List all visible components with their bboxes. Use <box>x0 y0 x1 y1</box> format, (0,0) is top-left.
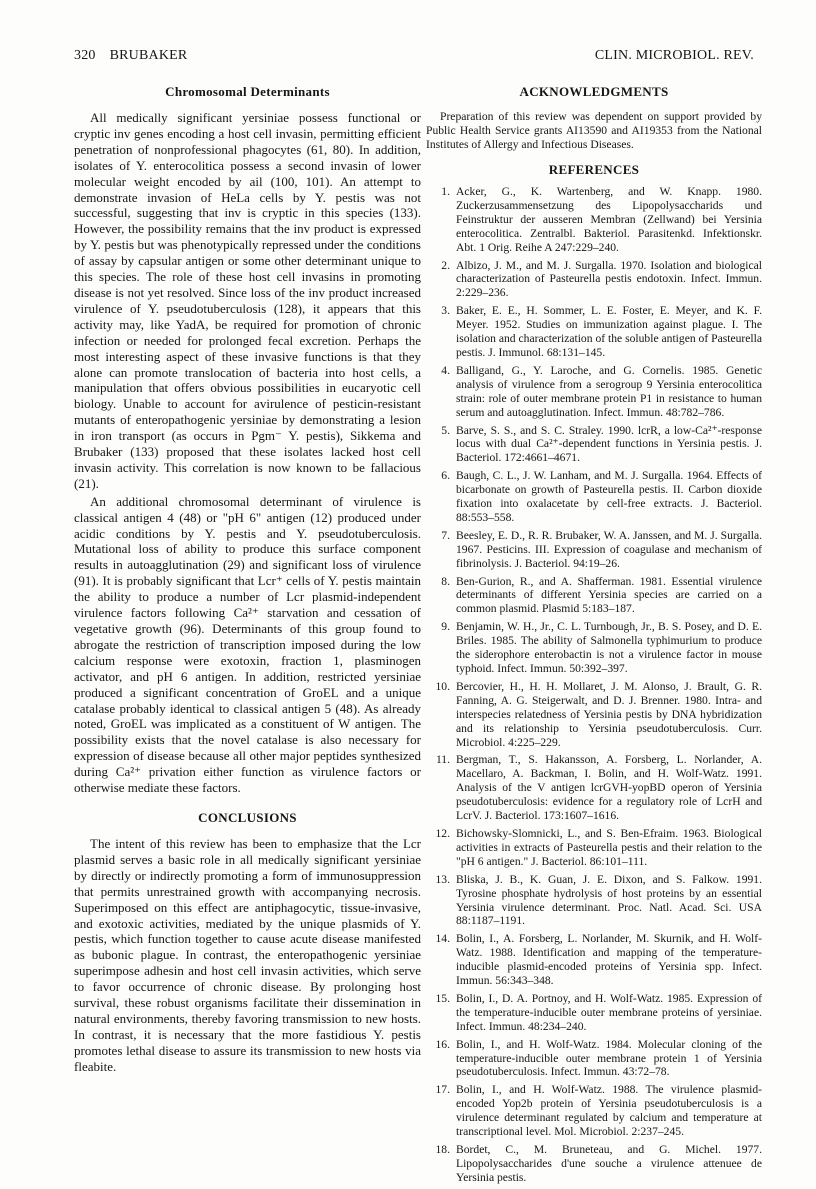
reference-text: Bergman, T., S. Hakansson, A. Forsberg, L. Norlander, A. Macellaro, A. Backman, I. Bolin, and H. Wolf-Watz. 1991. Analysis of the V antigen lcrGVH-yopBD operon of Yersinia pseudotuberculosis: evidence for a regulatory role of LcrH and LcrV. J. Bacteriol. 173:1607–1616. <box>456 753 762 823</box>
reference-item <box>426 753 762 823</box>
reference-item <box>426 469 762 525</box>
reference-text: Acker, G., K. Wartenberg, and W. Knapp. 1980. Zuckerzusammensetzung des Lipopolysaccharids und Feinstruktur der ausseren Membran (Zellwand) bei Yersinia enterocolitica. Zentralbl. Bakteriol. Parasitenkd. Infektionskr. Abt. 1 Orig. Reihe A 247:229–240. <box>456 185 762 254</box>
reference-item <box>426 680 762 750</box>
reference-number: 9. <box>441 620 450 634</box>
reference-item <box>426 1038 762 1080</box>
reference-item <box>426 827 762 869</box>
reference-number: 15. <box>435 991 450 1005</box>
reference-text: Barve, S. S., and S. C. Straley. 1990. lcrR, a low-Ca²⁺-response locus with dual Ca²⁺-dependent functions in Yersinia pestis. J. Bacteriol. 172:4661–4671. <box>456 423 762 465</box>
reference-number: 2. <box>441 258 450 272</box>
reference-item <box>426 1083 762 1139</box>
reference-number: 7. <box>441 528 450 542</box>
section-title-chromosomal: Chromosomal Determinants <box>165 84 330 99</box>
reference-item <box>426 1143 762 1185</box>
reference-text: Bolin, I., D. A. Portnoy, and H. Wolf-Watz. 1985. Expression of the temperature-inducible outer membrane proteins of yersiniae. Infect. Immun. 48:234–240. <box>456 991 762 1033</box>
reference-item <box>426 185 762 255</box>
reference-item <box>426 932 762 988</box>
reference-number: 8. <box>441 574 450 588</box>
reference-item <box>426 992 762 1034</box>
page-number: 320 <box>74 48 96 63</box>
reference-number: 11. <box>435 753 450 767</box>
reference-list <box>426 185 762 1185</box>
reference-number: 17. <box>435 1083 450 1097</box>
reference-item <box>426 304 762 360</box>
reference-item <box>426 873 762 929</box>
running-author: BRUBAKER <box>109 48 188 63</box>
reference-item <box>426 259 762 301</box>
reference-text: Baker, E. E., H. Sommer, L. E. Foster, E. Meyer, and K. F. Meyer. 1952. Studies on immunization against plague. I. The isolation and characterization of the soluble antigen of Pasteurella pestis. J. Immunol. 68:131–145. <box>456 304 762 359</box>
reference-text: Balligand, G., Y. Laroche, and G. Cornelis. 1985. Genetic analysis of virulence from a serogroup 9 Yersinia enterocolitica strain: role of outer membrane protein P1 in resistance to human serum and autoagglutination. Infect. Immun. 48:782–786. <box>456 363 762 419</box>
reference-number: 13. <box>435 872 450 886</box>
reference-number: 1. <box>441 185 450 198</box>
reference-text: Beesley, E. D., R. R. Brubaker, W. A. Janssen, and M. J. Surgalla. 1967. Pesticins. III. Expression of coagulase and mechanism of fibrinolysis. J. Bacteriol. 94:19–26. <box>456 528 762 570</box>
reference-number: 6. <box>441 469 450 483</box>
left-column <box>74 84 421 1075</box>
reference-text: Albizo, J. M., and M. J. Surgalla. 1970. Isolation and biological characterization of Pasteurella pestis endotoxin. Infect. Immun. 2:229–236. <box>456 258 762 300</box>
reference-item <box>426 424 762 466</box>
reference-text: Bolin, I., and H. Wolf-Watz. 1984. Molecular cloning of the temperature-inducible outer membrane protein 1 of Yersinia pseudotuberculosis. Infect. Immun. 43:72–78. <box>456 1037 762 1079</box>
paragraph: All medically significant yersiniae possess functional or cryptic inv genes encoding a host cell invasin, permitting efficient penetration of nonprofessional phagocytes (61, 80). In addition, isolates of Y. enterocolitica possess a second invasin of lower molecular weight encoded by ail (100, 101). An attempt to demonstrate invasion of HeLa cells by Y. pestis was not successful, suggesting that inv is cryptic in this species (133). However, the possibility remains that the inv product is expressed by Y. pestis but was phenotypically repressed under the conditions of assay by capsular antigen or some other determinant unique to this species. The role of these host cell invasins in promoting disease is not yet resolved. Since loss of the inv product increased virulence of Y. pseudotuberculosis (128), it appears that this activity may, like YadA, be required for promotion of chronic infection or needed for prolonged fecal excretion. Perhaps the most interesting aspect of these invasive functions is that they alone can promote translocation of bacteria into host cells, a manipulation that offers obvious possibilities in eucaryotic cell biology. Unable to account for avirulence of pesticin-resistant mutants of enteropathogenic yersiniae by demonstrating a lesion in iron transport (as occurs in Pgm⁻ Y. pestis), Sikkema and Brubaker (133) proposed that these isolates lacked host cell invasin activity. This correlation is now known to be fallacious (21). <box>74 110 421 491</box>
reference-number: 5. <box>441 423 450 437</box>
reference-number: 12. <box>435 826 450 840</box>
reference-text: Bliska, J. B., K. Guan, J. E. Dixon, and S. Falkow. 1991. Tyrosine phosphate hydrolysis of host proteins by an essential Yersinia virulence determinant. Proc. Natl. Acad. Sci. USA 88:1187–1191. <box>456 872 762 928</box>
running-journal: CLIN. MICROBIOL. REV. <box>594 48 754 63</box>
reference-item <box>426 575 762 617</box>
reference-number: 3. <box>441 304 450 318</box>
section-title-references: REFERENCES <box>548 162 640 177</box>
running-header-left <box>74 48 201 64</box>
reference-number: 4. <box>441 363 450 377</box>
reference-number: 18. <box>435 1143 450 1156</box>
reference-number: 16. <box>435 1037 450 1051</box>
section-title-conclusions: CONCLUSIONS <box>198 809 297 825</box>
reference-text: Baugh, C. L., J. W. Lanham, and M. J. Surgalla. 1964. Effects of bicarbonate on growth of Pasteurella pestis. II. Carbon dioxide fixation into oxalacetate by cell-free extracts. J. Bacteriol. 88:553–558. <box>456 469 762 524</box>
acknowledgments-text: Preparation of this review was dependent on support provided by Public Health Service grants AI13590 and AI19353 from the National Institutes of Allergy and Infectious Diseases. <box>426 110 762 151</box>
reference-number: 14. <box>435 932 450 946</box>
reference-text: Benjamin, W. H., Jr., C. L. Turnbough, Jr., B. S. Posey, and D. E. Briles. 1985. The ability of Salmonella typhimurium to produce the siderophore enterobactin is not a virulence factor in mouse typhoid. Infect. Immun. 50:392–397. <box>456 620 762 675</box>
reference-text: Bolin, I., A. Forsberg, L. Norlander, M. Skurnik, and H. Wolf-Watz. 1988. Identification and mapping of the temperature-inducible plasmid-encoded proteins of Yersinia spp. Infect. Immun. 56:343–348. <box>456 932 762 988</box>
reference-text: Ben-Gurion, R., and A. Shafferman. 1981. Essential virulence determinants of different Yersinia species are carried on a common plasmid. Plasmid 5:183–187. <box>456 574 762 616</box>
section-body-conclusions <box>74 836 421 1075</box>
reference-item <box>426 364 762 420</box>
reference-text: Bolin, I., and H. Wolf-Watz. 1988. The virulence plasmid-encoded Yop2b protein of Yersinia pseudotuberculosis is a virulence determinant regulated by calcium and temperature at transcriptional level. Mol. Microbiol. 2:237–245. <box>456 1083 762 1139</box>
reference-text: Bordet, C., M. Bruneteau, and G. Michel. 1977. Lipopolysaccharides d'une souche a virulence attenuee de Yersinia pestis. <box>456 1143 762 1184</box>
reference-item <box>426 620 762 676</box>
reference-text: Bichowsky-Slomnicki, L., and S. Ben-Efraim. 1963. Biological activities in extracts of Pasteurella pestis and their relation to the "pH 6 antigen." J. Bacteriol. 86:101–111. <box>456 826 762 868</box>
paragraph: The intent of this review has been to emphasize that the Lcr plasmid serves a basic role in all medically significant yersiniae by directly or indirectly promoting a form of immunosuppression that permits unrestrained growth with accompanying necrosis. Superimposed on this effect are antiphagocytic, tissue-invasive, and exotoxic activities, mediated by the unique plasmids of Y. pestis, which function together to cause acute disease manifested as bubonic plague. In contrast, the enteropathogenic yersiniae superimpose adhesin and host cell invasin activities, which serve to favor occurrence of chronic disease. By prolonging host survival, these robust organisms facilitate their dissemination in natural environments, thereby favoring transmission to new hosts. In contrast, it is necessary that the more fastidious Y. pestis promotes lethal disease to assure its transmission to new hosts via fleabite. <box>74 835 421 1074</box>
section-body-chromosomal <box>74 110 421 796</box>
reference-item <box>426 529 762 571</box>
section-title-acknowledgments: ACKNOWLEDGMENTS <box>519 84 669 99</box>
reference-number: 10. <box>435 679 450 693</box>
right-column <box>426 84 762 1189</box>
reference-text: Bercovier, H., H. H. Mollaret, J. M. Alonso, J. Brault, G. R. Fanning, A. G. Steigerwalt, and D. J. Brenner. 1980. Intra- and interspecies relatedness of Yersinia pestis by DNA hybridization and its relationship to Yersinia pseudotuberculosis. Curr. Microbiol. 4:225–229. <box>456 679 762 749</box>
paragraph: An additional chromosomal determinant of virulence is classical antigen 4 (48) or "pH 6" antigen (12) produced under acidic conditions by Y. pestis and Y. pseudotuberculosis. Mutational loss of ability to produce this surface component results in autoagglutination (29) and significant loss of virulence (91). It is probably significant that Lcr⁺ cells of Y. pestis maintain the ability to produce a number of Lcr plasmid-independent virulence factors following Ca²⁺ starvation and cessation of vegetative growth (96). Determinants of this group found to abrogate the restriction of transcription imposed during the low calcium response were exotoxin, fraction 1, plasminogen activator, and pH 6 antigen. In addition, restricted yersiniae produced a significant concentration of GroEL and a unique catalase probably identical to classical antigen 5 (48). As already noted, GroEL was implicated as a constituent of W antigen. The possibility exists that the novel catalase is also necessary for expression of disease because all other major peptides synthesized during Ca²⁺ privation either function as virulence factors or otherwise mediate these factors. <box>74 493 421 796</box>
